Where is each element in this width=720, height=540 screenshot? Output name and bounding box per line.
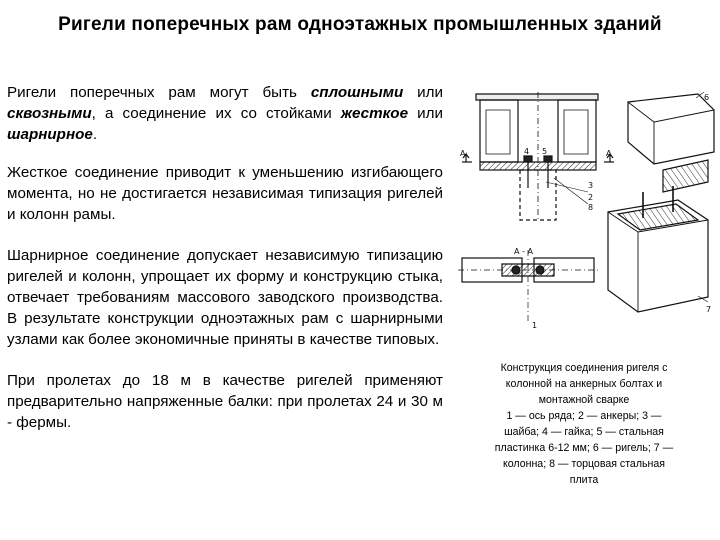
emphasis-rigid: жесткое xyxy=(340,105,409,122)
left-beam-web xyxy=(486,110,510,154)
caption-line: монтажной сварке xyxy=(538,394,630,406)
end-plate xyxy=(663,160,708,192)
label-section-aa: А - А xyxy=(514,247,533,256)
figure-caption xyxy=(456,360,712,488)
label-1: 1 xyxy=(532,321,538,330)
label-5: 5 xyxy=(542,147,548,156)
beam-edge xyxy=(628,102,654,122)
caption-line: колонной на анкерных болтах и xyxy=(505,378,663,390)
caption-line: колонна; 8 — торцовая стальная xyxy=(503,458,665,470)
label-8: 8 xyxy=(588,203,594,212)
text-column xyxy=(7,82,443,450)
section-bolt-right xyxy=(536,266,544,274)
label-section-right: А xyxy=(606,149,612,158)
text-run: или xyxy=(408,105,443,122)
nut-right xyxy=(544,156,552,162)
emphasis-solid: сплошными xyxy=(310,84,404,101)
caption-line: шайба; 4 — гайка; 5 — стальная xyxy=(504,426,664,438)
label-4: 4 xyxy=(524,147,530,156)
label-7: 7 xyxy=(706,305,712,314)
paragraph-hinged-connection: Шарнирное соединение допускает независимую типизацию ригелей и колонн, упрощает их форму и конструкцию стыка, отвечает требованиям массового заводского производства. В результате конструкции одноэтажных рам с шарнирными узлами как более экономичные приняты в качестве типовых. xyxy=(7,247,443,348)
nut-left xyxy=(524,156,532,162)
isometric-column xyxy=(608,186,708,312)
right-beam-web xyxy=(564,110,588,154)
column-top-flange xyxy=(476,94,598,100)
text-run: . xyxy=(92,126,98,143)
beam-edge xyxy=(654,110,714,164)
leader-line xyxy=(546,182,588,192)
label-3: 3 xyxy=(588,181,594,190)
label-6: 6 xyxy=(704,93,710,102)
text-run: Ригели поперечных рам могут быть xyxy=(7,84,311,101)
label-2: 2 xyxy=(588,193,594,202)
text-run: или xyxy=(403,84,443,101)
text-run: , а соединение их со стойками xyxy=(91,105,341,122)
caption-line: плита xyxy=(569,474,599,486)
paragraph-rigid-connection: Жесткое соединение приводит к уменьшению изгибающего момента, но не достигается независимая типизация ригелей и колонн рамы. xyxy=(7,164,443,223)
caption-line: Конструкция соединения ригеля с xyxy=(500,362,668,374)
section-bolt-left xyxy=(512,266,520,274)
isometric-beam xyxy=(628,92,714,192)
page-title: Ригели поперечных рам одноэтажных промышленных зданий xyxy=(58,14,662,35)
paragraph-frame-types xyxy=(7,82,443,145)
paragraph-spans: При пролетах до 18 м в качестве ригелей применяют предварительно напряженные балки: при пролетах 24 и 30 м - фермы. xyxy=(7,372,443,431)
caption-line: 1 — ось ряда; 2 — анкеры; 3 — xyxy=(506,410,662,422)
leader-line xyxy=(696,92,704,98)
beam-column-connection-diagram xyxy=(458,92,716,332)
caption-line: пластинка 6-12 мм; 6 — ригель; 7 — xyxy=(494,442,674,454)
beam-body xyxy=(628,94,714,164)
section-aa-view xyxy=(458,250,598,322)
label-section-left: А xyxy=(460,149,466,158)
emphasis-lattice: сквозными xyxy=(7,105,92,122)
emphasis-hinged: шарнирное xyxy=(7,126,93,143)
